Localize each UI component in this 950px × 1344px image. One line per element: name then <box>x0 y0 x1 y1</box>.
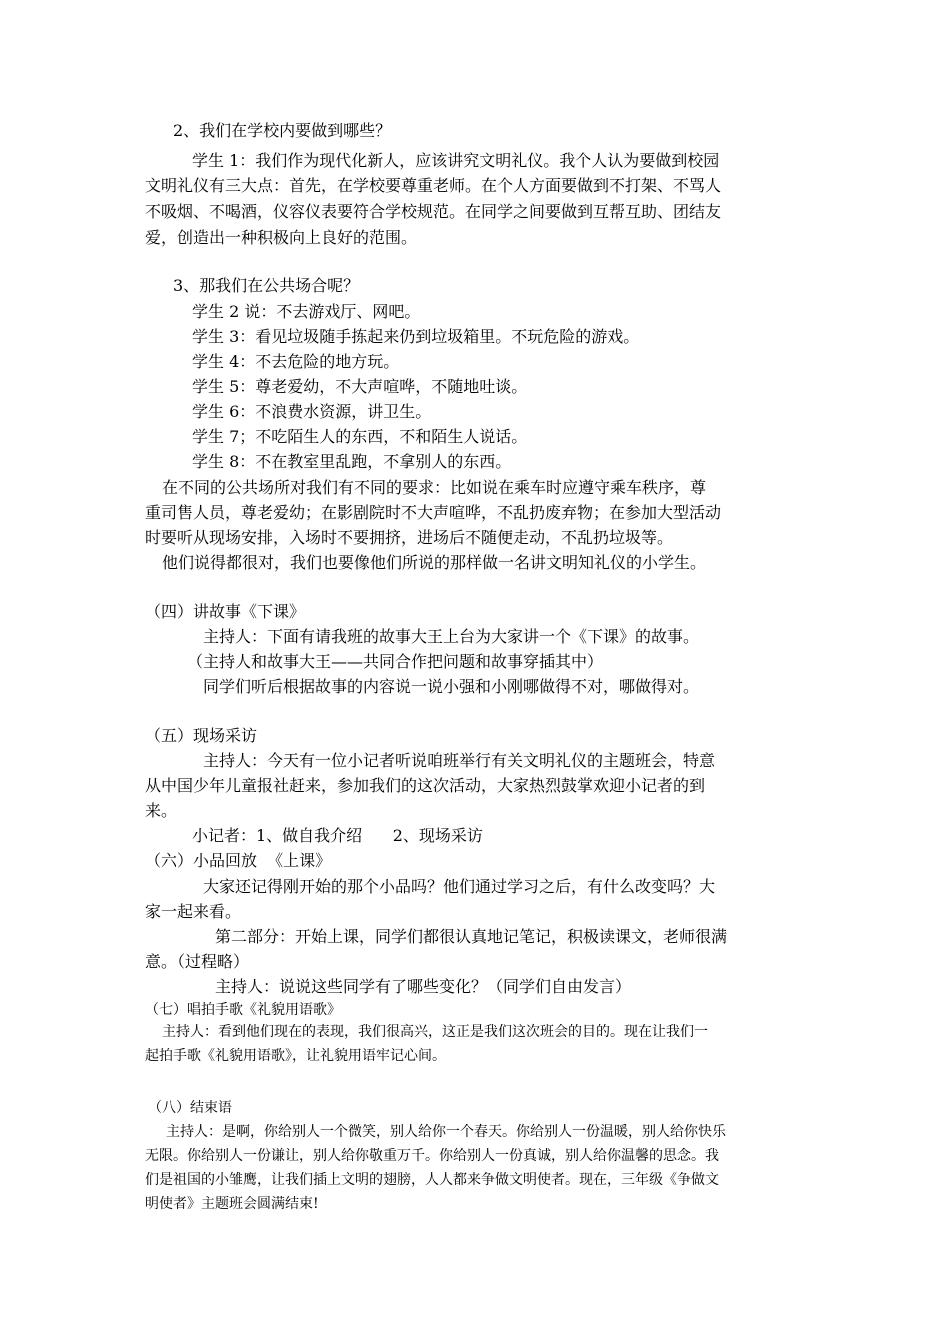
paragraph-line: 爱，创造出一种积极向上良好的范围。 <box>145 228 418 247</box>
list-item: 学生 8：不在教室里乱跑，不拿别人的东西。 <box>192 452 512 471</box>
paragraph-line: 主持人：下面有请我班的故事大王上台为大家讲一个《下课》的故事。 <box>203 627 700 646</box>
section-heading: （四）讲故事《下课》 <box>145 602 306 621</box>
section-heading: （八）结束语 <box>148 1100 232 1116</box>
list-item: 学生 6：不浪费水资源，讲卫生。 <box>192 402 432 421</box>
paragraph-line: 起拍手歌《礼貌用语歌》，让礼貌用语牢记心间。 <box>145 1048 446 1064</box>
paragraph-line: 同学们听后根据故事的内容说一说小强和小刚哪做得不对，哪做得对。 <box>203 677 700 696</box>
paragraph-line: 主持人：是啊，你给别人一个微笑，别人给你一个春天。你给别人一份温暖，别人给你快乐 <box>166 1124 726 1140</box>
paragraph-line: 意。（过程略） <box>145 952 250 971</box>
list-item: 学生 2 说：不去游戏厅、网吧。 <box>192 302 421 321</box>
paragraph-line: 主持人：今天有一位小记者听说咱班举行有关文明礼仪的主题班会，特意 <box>203 751 716 770</box>
paragraph-line: 家一起来看。 <box>145 902 242 921</box>
paragraph-line: 主持人：说说这些同学有了哪些变化？（同学们自由发言） <box>215 977 632 996</box>
section-heading: （五）现场采访 <box>145 726 258 745</box>
list-item: 学生 3：看见垃圾随手拣起来仍到垃圾箱里。不玩危险的游戏。 <box>192 327 640 346</box>
section-heading: 3、那我们在公共场合呢？ <box>173 276 360 295</box>
paragraph-line: 大家还记得刚开始的那个小品吗？他们通过学习之后，有什么改变吗？大 <box>203 877 716 896</box>
list-item: 学生 4：不去危险的地方玩。 <box>192 352 400 371</box>
section-heading: 2、我们在学校内要做到哪些？ <box>173 121 392 140</box>
paragraph-line: 文明礼仪有三大点：首先，在学校要尊重老师。在个人方面要做到不打架、不骂人 <box>145 176 722 195</box>
paragraph-line: 在不同的公共场所对我们有不同的要求：比如说在乘车时应遵守乘车秩序，尊 <box>162 478 707 497</box>
paragraph-line: 小记者：1、做自我介绍 2、现场采访 <box>192 826 483 845</box>
paragraph-line: 学生 1：我们作为现代化新人，应该讲究文明礼仪。我个人认为要做到校园 <box>192 151 720 170</box>
paragraph-line: 第二部分：开始上课，同学们都很认真地记笔记，积极读课文，老师很满 <box>215 927 728 946</box>
paragraph-line: 明使者》主题班会圆满结束! <box>145 1196 319 1212</box>
paragraph-line: 们是祖国的小雏鹰，让我们插上文明的翅膀，人人都来争做文明使者。现在，三年级《争做文 <box>145 1172 719 1188</box>
paragraph-line: 他们说得都很对，我们也要像他们所说的那样做一名讲文明知礼仪的小学生。 <box>162 553 707 572</box>
paragraph-line: 从中国少年儿童报社赶来，参加我们的这次活动，大家热烈鼓掌欢迎小记者的到 <box>145 776 706 795</box>
list-item: 学生 5：尊老爱幼，不大声喧哗，不随地吐谈。 <box>192 377 528 396</box>
paragraph-line: （主持人和故事大王——共同合作把问题和故事穿插其中） <box>187 652 604 671</box>
paragraph-line: 无限。你给别人一份谦让，别人给你敬重万千。你给别人一份真诚，别人给你温馨的思念。我 <box>145 1148 719 1164</box>
section-heading: （七）唱拍手歌《礼貌用语歌》 <box>145 1002 341 1018</box>
list-item: 学生 7；不吃陌生人的东西，不和陌生人说话。 <box>192 427 528 446</box>
paragraph-line: 时要听从现场安排，入场时不要拥挤，进场后不随便走动，不乱扔垃圾等。 <box>145 528 674 547</box>
paragraph-line: 来。 <box>145 801 178 820</box>
paragraph-line: 重司售人员，尊老爱幼；在影剧院时不大声喧哗，不乱扔废弃物；在参加大型活动 <box>145 503 722 522</box>
paragraph-line: 主持人：看到他们现在的表现，我们很高兴，这正是我们这次班会的目的。现在让我们一 <box>162 1024 708 1040</box>
section-heading: （六）小品回放 《上课》 <box>145 851 332 870</box>
paragraph-line: 不吸烟、不喝酒，仪容仪表要符合学校规范。在同学之间要做到互帮互助、团结友 <box>145 202 722 221</box>
